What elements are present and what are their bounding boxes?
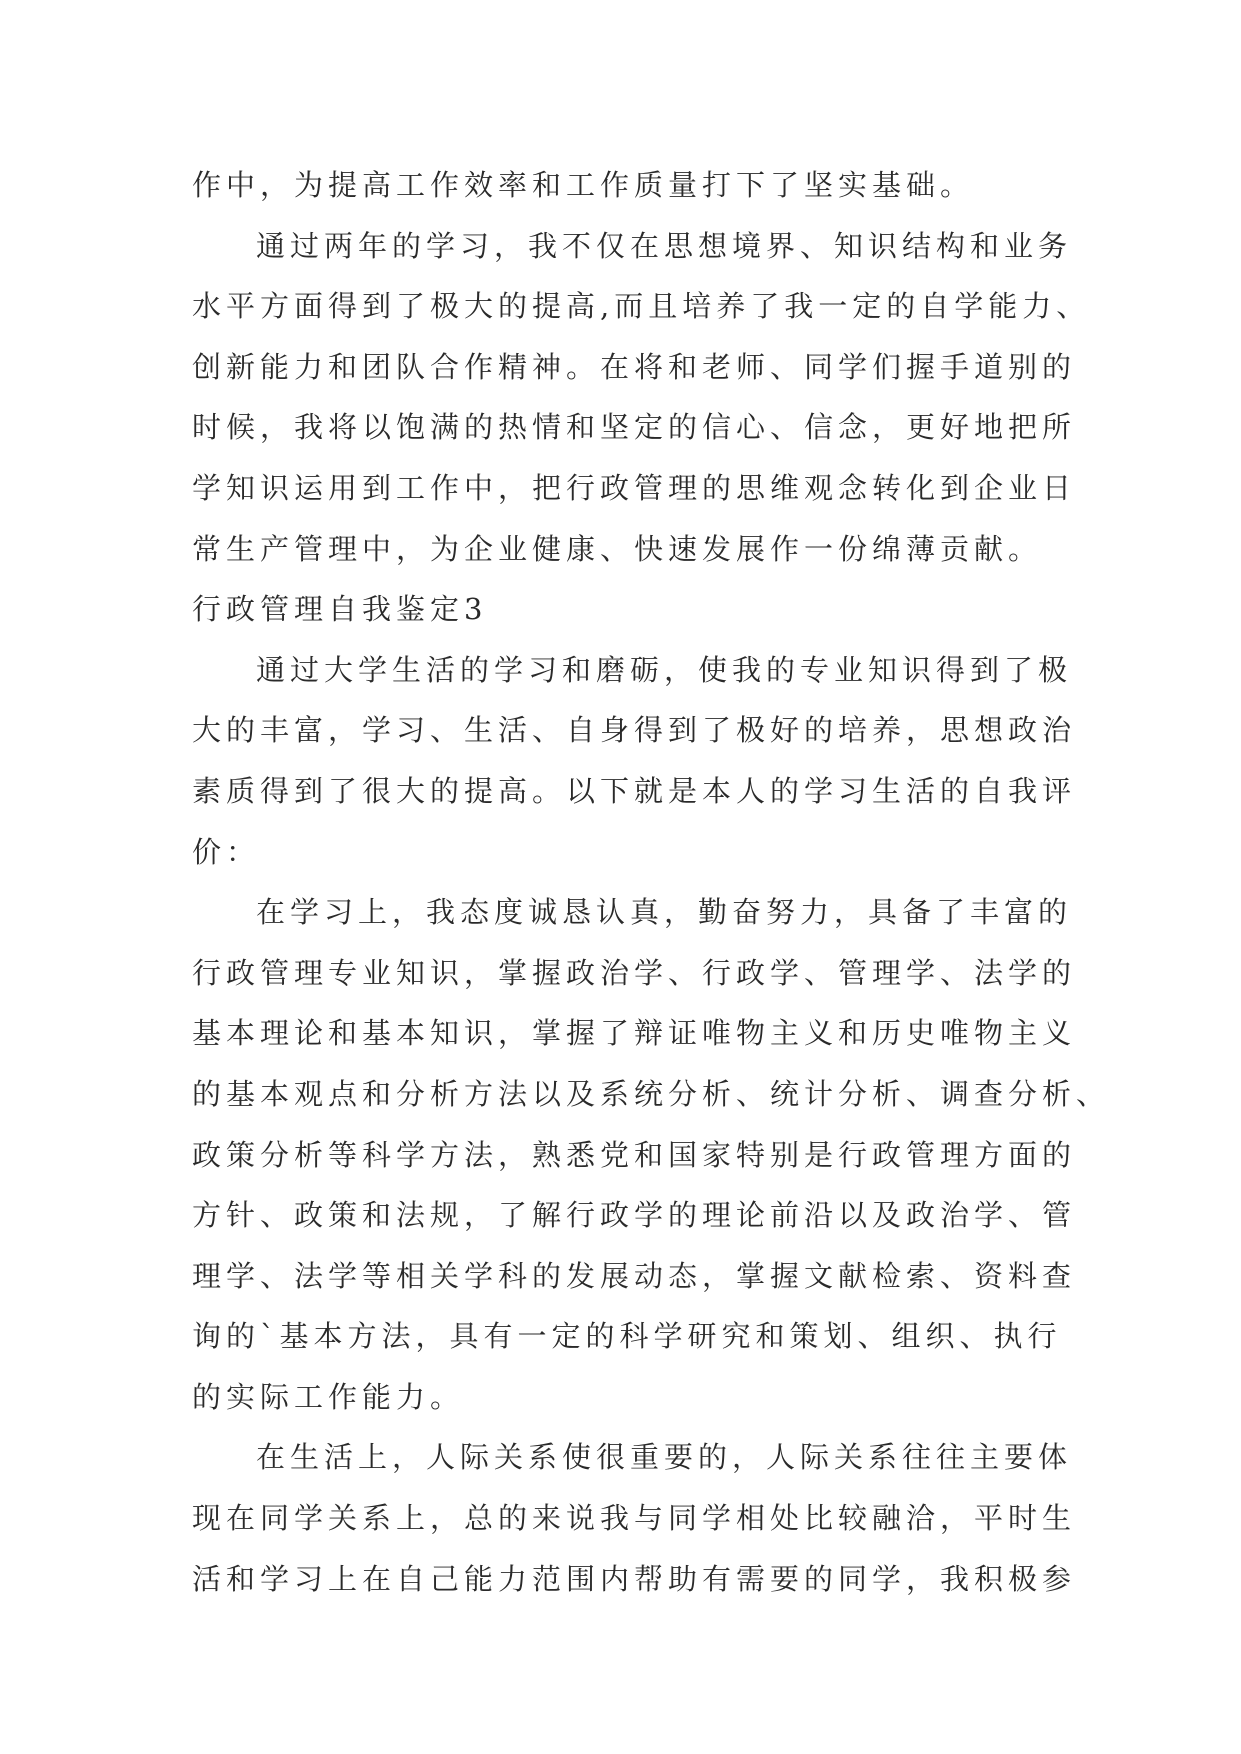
paragraph-line: 价：: [192, 834, 261, 869]
section-heading: 行政管理自我鉴定3: [192, 592, 488, 627]
paragraph-line: 大的丰富，学习、生活、自身得到了极好的培养，思想政治: [192, 713, 1077, 748]
paragraph-line: 学知识运用到工作中，把行政管理的思维观念转化到企业日: [192, 470, 1077, 505]
paragraph-line: 通过两年的学习，我不仅在思想境界、知识结构和业务: [256, 228, 1073, 263]
document-body: [192, 155, 1111, 1609]
paragraph-line: 作中，为提高工作效率和工作质量打下了坚实基础。: [192, 168, 975, 202]
paragraph-line: 创新能力和团队合作精神。在将和老师、同学们握手道别的: [192, 349, 1077, 384]
paragraph-line: 时候，我将以饱满的热情和坚定的信心、信念，更好地把所: [192, 410, 1077, 445]
paragraph-line: 理学、法学等相关学科的发展动态，掌握文献检索、资料查: [192, 1258, 1077, 1293]
paragraph-line: 政策分析等科学方法，熟悉党和国家特别是行政管理方面的: [192, 1137, 1077, 1172]
paragraph-line: 素质得到了很大的提高。以下就是本人的学习生活的自我评: [192, 773, 1077, 808]
paragraph-line: 通过大学生活的学习和磨砺，使我的专业知识得到了极: [256, 652, 1073, 687]
paragraph-line: 的实际工作能力。: [192, 1379, 465, 1414]
paragraph-line: 在生活上，人际关系使很重要的，人际关系往往主要体: [256, 1440, 1073, 1475]
paragraph-line: 的基本观点和分析方法以及系统分析、统计分析、调查分析、: [192, 1076, 1111, 1111]
paragraph-line: 现在同学关系上，总的来说我与同学相处比较融洽，平时生: [192, 1501, 1077, 1536]
paragraph-line: 询的`基本方法，具有一定的科学研究和策划、组织、执行: [192, 1319, 1062, 1354]
paragraph-line: 行政管理专业知识，掌握政治学、行政学、管理学、法学的: [192, 955, 1077, 990]
paragraph-line: 常生产管理中，为企业健康、快速发展作一份绵薄贡献。: [192, 531, 1043, 566]
paragraph-line: 水平方面得到了极大的提高,而且培养了我一定的自学能力、: [192, 289, 1091, 324]
paragraph-line: 基本理论和基本知识，掌握了辩证唯物主义和历史唯物主义: [192, 1016, 1077, 1051]
paragraph-line: 活和学习上在自己能力范围内帮助有需要的同学，我积极参: [192, 1561, 1077, 1596]
paragraph-line: 在学习上，我态度诚恳认真，勤奋努力，具备了丰富的: [256, 895, 1073, 930]
paragraph-line: 方针、政策和法规，了解行政学的理论前沿以及政治学、管: [192, 1198, 1077, 1233]
